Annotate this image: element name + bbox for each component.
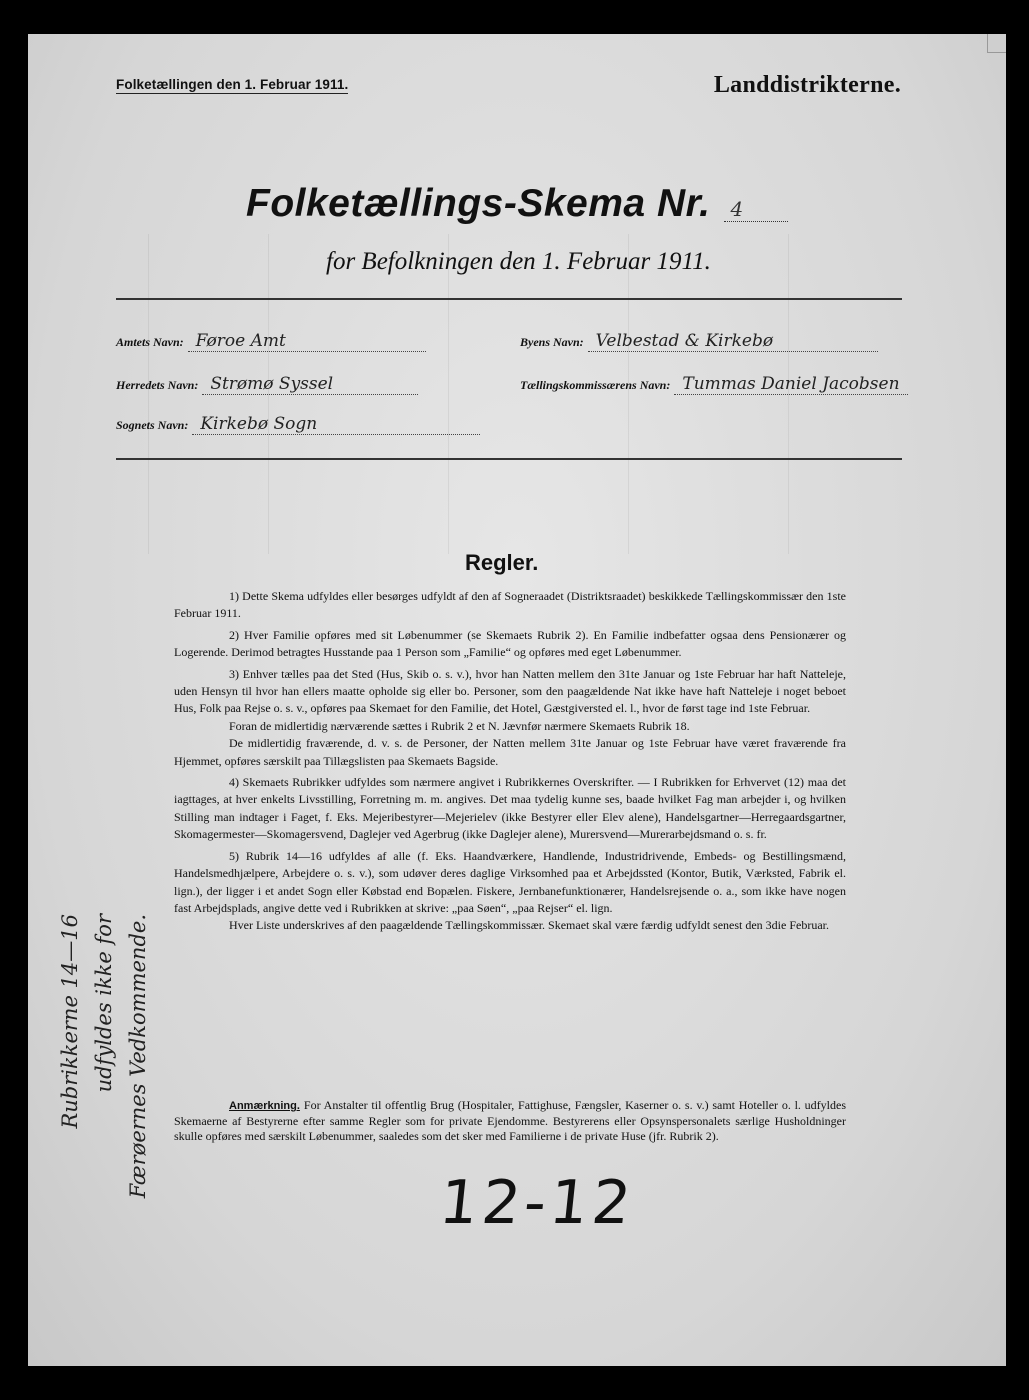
rule-paragraph: 2) Hver Familie opføres med sit Løbenummer (se Skemaets Rubrik 2). En Familie indbefatter ogsaa dens Pensionærer og Logerende. Derimod betragtes Husstande paa 1 Person som „Familie“ og opføres med eget Løbenummer. — [174, 627, 846, 660]
sogn-label: Sognets Navn: — [116, 418, 189, 432]
divider-bottom — [116, 458, 902, 460]
rule-paragraph: Foran de midlertidig nærværende sættes i Rubrik 2 et N. Jævnfør nærmere Skemaets Rubrik 18. — [229, 718, 690, 733]
side-note-line-2: udfyldes ikke for — [92, 914, 116, 1093]
rule-paragraph: Hver Liste underskrives af den paagældende Tællingskommissær. Skemaet skal være færdig udfyldt senest den 3die Februar. — [229, 918, 829, 933]
bleed-through-line — [448, 234, 449, 554]
district-type-header: Landdistrikterne. — [713, 72, 901, 98]
handwritten-page-mark: 12-12 — [436, 1168, 639, 1238]
amt-value[interactable]: Føroe Amt — [188, 331, 426, 352]
amt-field — [116, 331, 426, 352]
rule-paragraph: 4) Skemaets Rubrikker udfyldes som nærmere angivet i Rubrikkernes Overskrifter. — I Rubrikken for Erhvervet (12) maa det iagttages, at hver enkelts Livsstilling, Forretning m. m. angives. Det maa tydelig kunne ses, baade hvilket Fag man arbejder i, og hvilken Stilling man indtager i Faget, f. Eks. Mejeribestyrer—Mejerielev (ikke Bestyrer eller Elev alene), Handelsgartner—Herregaardsgartner, Skomagermester—Skomagersvend, Daglejer ved Agerbrug (ikke Daglejer alene), Murersvend—Murerarbejdsmand o. s. fr. — [174, 775, 846, 842]
rules-heading: Regler. — [465, 550, 539, 575]
page-corner — [987, 34, 1006, 53]
side-note-line-3: Færøernes Vedkommende. — [126, 914, 150, 1199]
note-text: For Anstalter til offentlig Brug (Hospitaler, Fattighuse, Fængsler, Kaserner o. s. v.) samt Hoteller o. l. udfyldes Skemaerne af Bestyrerne efter samme Regler som for private Ejendomme. Bestyrerens eller Opsynspersonalets særlige Husholdninger skulle opføres med særskilt Løbenummer, saaledes som det sker med Familierne i de private Huse (jfr. Rubrik 2). — [174, 1098, 846, 1143]
kommissaer-field — [520, 374, 908, 395]
rules-text — [174, 588, 846, 939]
kommissaer-value[interactable]: Tummas Daniel Jacobsen — [674, 374, 908, 395]
rule-paragraph: 5) Rubrik 14—16 udfyldes af alle (f. Eks. Haandværkere, Handlende, Industridrivende, Embeds- og Bestillingsmænd, Handelsmedhjælpere, Arbejdere o. s. v.), som udøver deres daglige Virksomhed paa et Arbejdssted (Kontor, Butik, Værksted, Fabrik el. lign.), der ligger i et andet Sogn eller Købstad end Bopælen. Fiskere, Jernbanefunktionærer, Handelsrejsende o. a., som ikke have nogen fast Arbejdsplads, angive dette ved i Rubrikken at skrive: „paa Søen“, „paa Rejser“ el. lign. — [174, 848, 846, 915]
sogn-value[interactable]: Kirkebø Sogn — [192, 414, 480, 435]
rule-paragraph: De midlertidig fraværende, d. v. s. de Personer, der Natten mellem 31te Januar og 1ste Februar have været fraværende fra Hjemmet, opføres særskilt paa Tillægslisten paa Skemaets Bagside. — [174, 736, 846, 768]
rule-paragraph: 1) Dette Skema udfyldes eller besørges udfyldt af den af Sogneraadet (Distriktsraadet) beskikkede Tællingskommissær den 1ste Februar 1911. — [174, 589, 846, 621]
by-label: Byens Navn: — [520, 335, 584, 349]
rule-paragraph: 3) Enhver tælles paa det Sted (Hus, Skib o. s. v.), hvor han Natten mellem den 31te Januar og 1ste Februar har haft Natteleje, uden Hensyn til hvor han ellers maatte opholde sig eller bo. Personer, som den paagældende Nat ikke have haft Natteleje i noget beboet Hus, Folk paa Rejse o. s. v., opføres paa Skemaet for den Familie, det Hotel, Gæstgiversted el. l., hvor de først tage ind 1ste Februar. — [174, 666, 846, 716]
amt-label: Amtets Navn: — [116, 335, 184, 349]
sogn-field — [116, 414, 480, 435]
herred-field — [116, 374, 418, 395]
form-title-row — [246, 182, 788, 226]
form-title: Folketællings-Skema Nr. — [246, 182, 711, 225]
note-label: Anmærkning. — [229, 1100, 300, 1112]
by-field — [520, 331, 878, 352]
form-number[interactable]: 4 — [724, 197, 788, 222]
census-date-header: Folketællingen den 1. Februar 1911. — [116, 77, 349, 92]
kommissaer-label: Tællingskommissærens Navn: — [520, 378, 671, 392]
herred-label: Herredets Navn: — [116, 378, 199, 392]
by-value[interactable]: Velbestad & Kirkebø — [588, 331, 878, 352]
note-block — [174, 1098, 846, 1144]
census-form-page — [28, 34, 1006, 1366]
herred-value[interactable]: Strømø Syssel — [202, 374, 418, 395]
side-note-line-1: Rubrikkerne 14—16 — [58, 914, 82, 1129]
divider-top — [116, 298, 902, 300]
form-subtitle: for Befolkningen den 1. Februar 1911. — [326, 248, 711, 275]
